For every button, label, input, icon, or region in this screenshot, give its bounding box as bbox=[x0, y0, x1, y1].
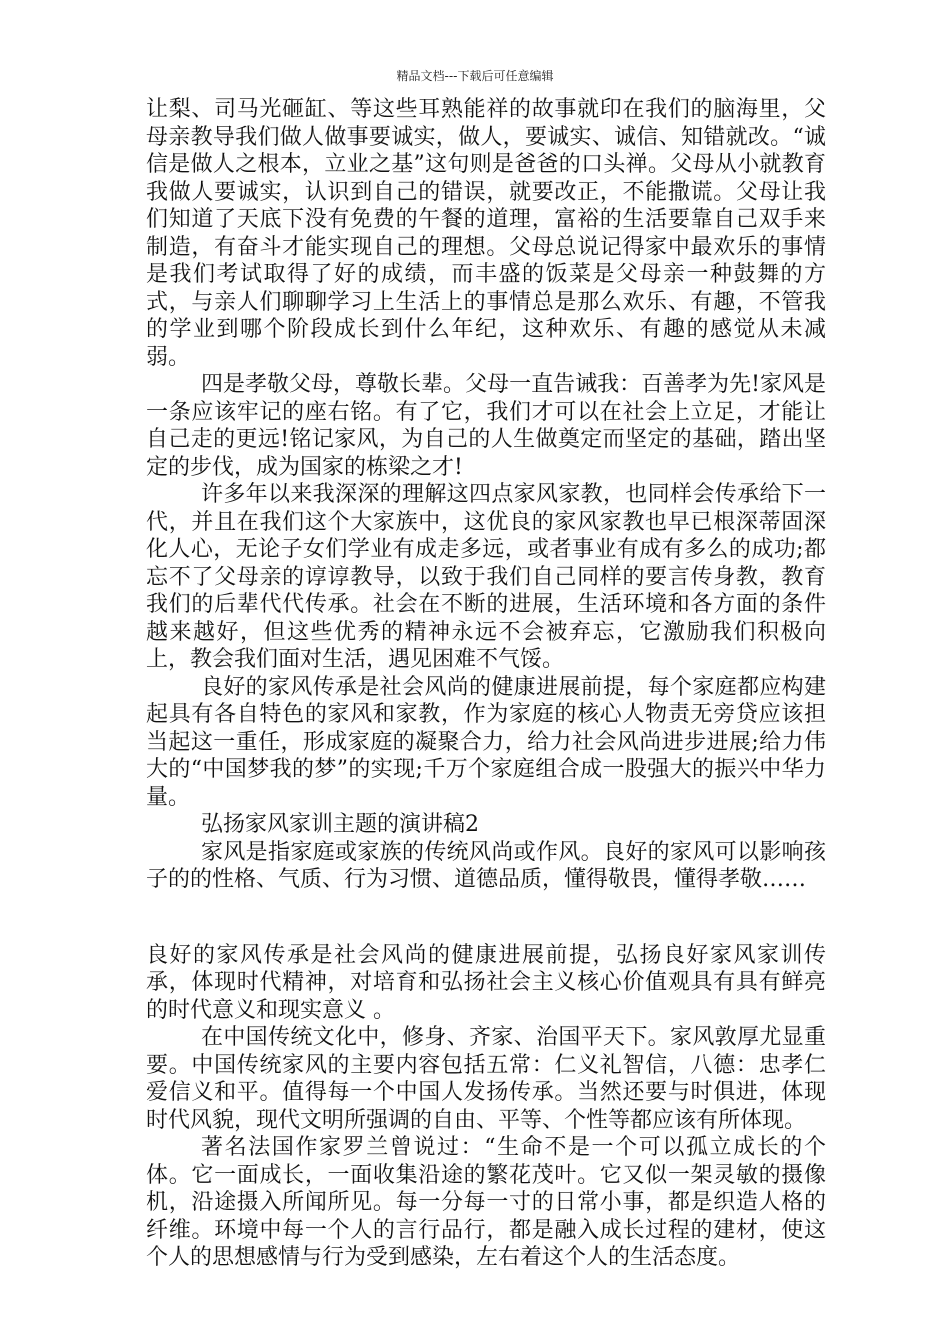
paragraph-6: 良好的家风传承是社会风尚的健康进展前提，弘扬良好家风家训传承，体现时代精神，对培育和弘扬社会主义核心价值观具有具有鲜亮的时代意义和现实意义 。 bbox=[146, 942, 826, 1023]
section-title: 弘扬家风家训主题的演讲稿2 bbox=[201, 812, 479, 837]
page-header-watermark: 精品文档---下载后可任意编辑 bbox=[396, 69, 554, 83]
section-one bbox=[146, 96, 826, 894]
paragraph-4: 良好的家风传承是社会风尚的健康进展前提，每个家庭都应构建起具有各自特色的家风和家教，作为家庭的核心人物责无旁贷应该担当起这一重任，形成家庭的凝聚合力，给力社会风尚进步进展;给力伟大的“中国梦我的梦”的实现;千万个家庭组合成一股强大的振兴中华力量。 bbox=[146, 674, 826, 810]
paragraph-2: 四是孝敬父母，尊敬长辈。父母一直告诫我：百善孝为先!家风是一条应该牢记的座右铭。有了它，我们才可以在社会上立足，才能让自己走的更远!铭记家风，为自己的人生做奠定而坚定的基础，踏出坚定的步伐，成为国家的栋梁之才! bbox=[146, 372, 826, 480]
paragraph-3: 许多年以来我深深的理解这四点家风家教，也同样会传承给下一代，并且在我们这个大家族中，这优良的家风家教也早已根深蒂固深化人心，无论子女们学业有成走多远，或者事业有成有多么的成功;都忘不了父母亲的谆谆教导，以致于我们自己同样的要言传身教，教育我们的后辈代代传承。社会在不断的进展，生活环境和各方面的条件越来越好，但这些优秀的精神永远不会被弃忘，它激励我们积极向上，教会我们面对生活，遇见困难不气馁。 bbox=[146, 482, 826, 672]
section-gap bbox=[146, 894, 826, 942]
paragraph-1: 让梨、司马光砸缸、等这些耳熟能祥的故事就印在我们的脑海里，父母亲教导我们做人做事要诚实，做人，要诚实、诚信、知错就改。“诚信是做人之根本，立业之基”这句则是爸爸的口头禅。父母从小就教育我做人要诚实，认识到自己的错误，就要改正，不能撒谎。父母让我们知道了天底下没有免费的午餐的道理，富裕的生活要靠自己双手来制造，有奋斗才能实现自己的理想。父母总说记得家中最欢乐的事情是我们考试取得了好的成绩，而丰盛的饭菜是父母亲一种鼓舞的方式，与亲人们聊聊学习上生活上的事情总是那么欢乐、有趣，不管我的学业到哪个阶段成长到什么年纪，这种欢乐、有趣的感觉从未减弱。 bbox=[146, 97, 826, 370]
document-body bbox=[146, 96, 826, 1272]
paragraph-7: 在中国传统文化中，修身、齐家、治国平天下。家风敦厚尤显重要。中国传统家风的主要内容包括五常：仁义礼智信，八德：忠孝仁爱信义和平。值得每一个中国人发扬传承。当然还要与时俱进，体现时代风貌，现代文明所强调的自由、平等、个性等都应该有所体现。 bbox=[146, 1025, 826, 1133]
section-two bbox=[146, 942, 826, 1272]
paragraph-5: 家风是指家庭或家族的传统风尚或作风。良好的家风可以影响孩子的的性格、气质、行为习惯、道德品质，懂得敬畏，懂得孝敬…… bbox=[146, 839, 826, 892]
paragraph-8: 著名法国作家罗兰曾说过：“生命不是一个可以孤立成长的个体。它一面成长，一面收集沿途的繁花茂叶。它又似一架灵敏的摄像机，沿途摄入所闻所见。每一分每一寸的日常小事，都是织造人格的纤维。环境中每一个人的言行品行，都是融入成长过程的建材，使这个人的思想感情与行为受到感染，左右着这个人的生活态度。 bbox=[146, 1135, 826, 1270]
